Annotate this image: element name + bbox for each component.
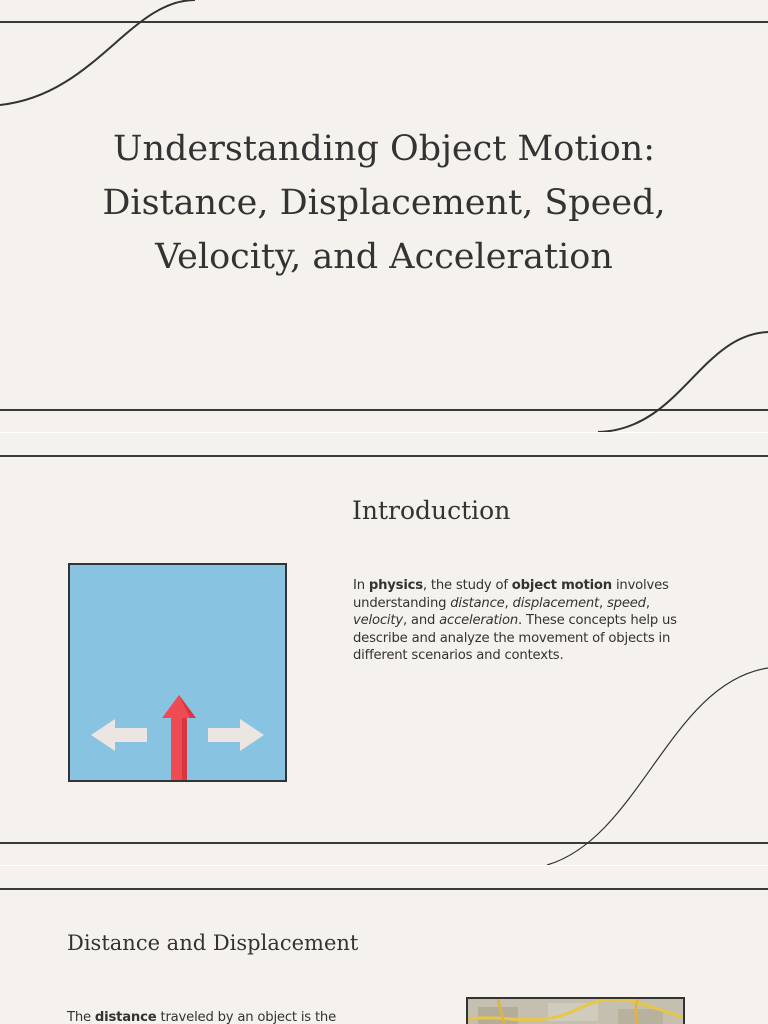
introduction-heading: Introduction xyxy=(352,496,511,525)
text-run: , xyxy=(599,595,607,611)
text-run: . These concepts help us describe and analyze the movement of objects in different scenarios and contexts. xyxy=(353,613,677,664)
term-displacement: displacement xyxy=(512,595,600,611)
map-illustration xyxy=(468,999,683,1024)
page-title xyxy=(40,122,728,284)
title-line-2: Distance, Displacement, Speed, xyxy=(102,183,666,223)
term-physics: physics xyxy=(368,578,423,593)
arrows-image xyxy=(68,563,287,782)
arrow-left-icon xyxy=(91,719,147,751)
term-acceleration: acceleration xyxy=(439,613,518,629)
bottom-rule xyxy=(0,409,768,411)
top-rule xyxy=(0,888,768,890)
map-image xyxy=(466,997,685,1024)
term-speed: speed xyxy=(607,595,646,611)
distance-displacement-slide xyxy=(0,866,768,1024)
text-run: , the study of xyxy=(422,578,512,593)
arrow-up-icon xyxy=(162,695,196,780)
text-run: , xyxy=(504,595,513,611)
term-object-motion: object motion xyxy=(511,578,612,593)
text-run: involves understanding xyxy=(353,578,669,611)
top-rule xyxy=(0,21,768,23)
term-distance: distance xyxy=(450,595,505,611)
distance-paragraph xyxy=(67,1009,397,1024)
text-run: , xyxy=(645,595,650,611)
arrow-right-icon xyxy=(208,719,264,751)
term-velocity: velocity xyxy=(353,613,403,629)
title-line-1: Understanding Object Motion: xyxy=(112,129,656,169)
text-run: traveled by an object is the xyxy=(156,1010,337,1024)
title-slide xyxy=(0,0,768,432)
text-run: The xyxy=(67,1010,95,1024)
bottom-rule xyxy=(0,842,768,844)
text-run: , and xyxy=(402,613,440,629)
introduction-paragraph xyxy=(353,577,683,665)
title-line-3: Velocity, and Acceleration xyxy=(155,237,613,277)
arrows-illustration xyxy=(70,565,285,780)
introduction-slide xyxy=(0,433,768,865)
top-rule xyxy=(0,455,768,457)
text-run: In xyxy=(353,578,369,593)
distance-displacement-heading: Distance and Displacement xyxy=(67,931,359,955)
term-distance: distance xyxy=(94,1010,157,1024)
